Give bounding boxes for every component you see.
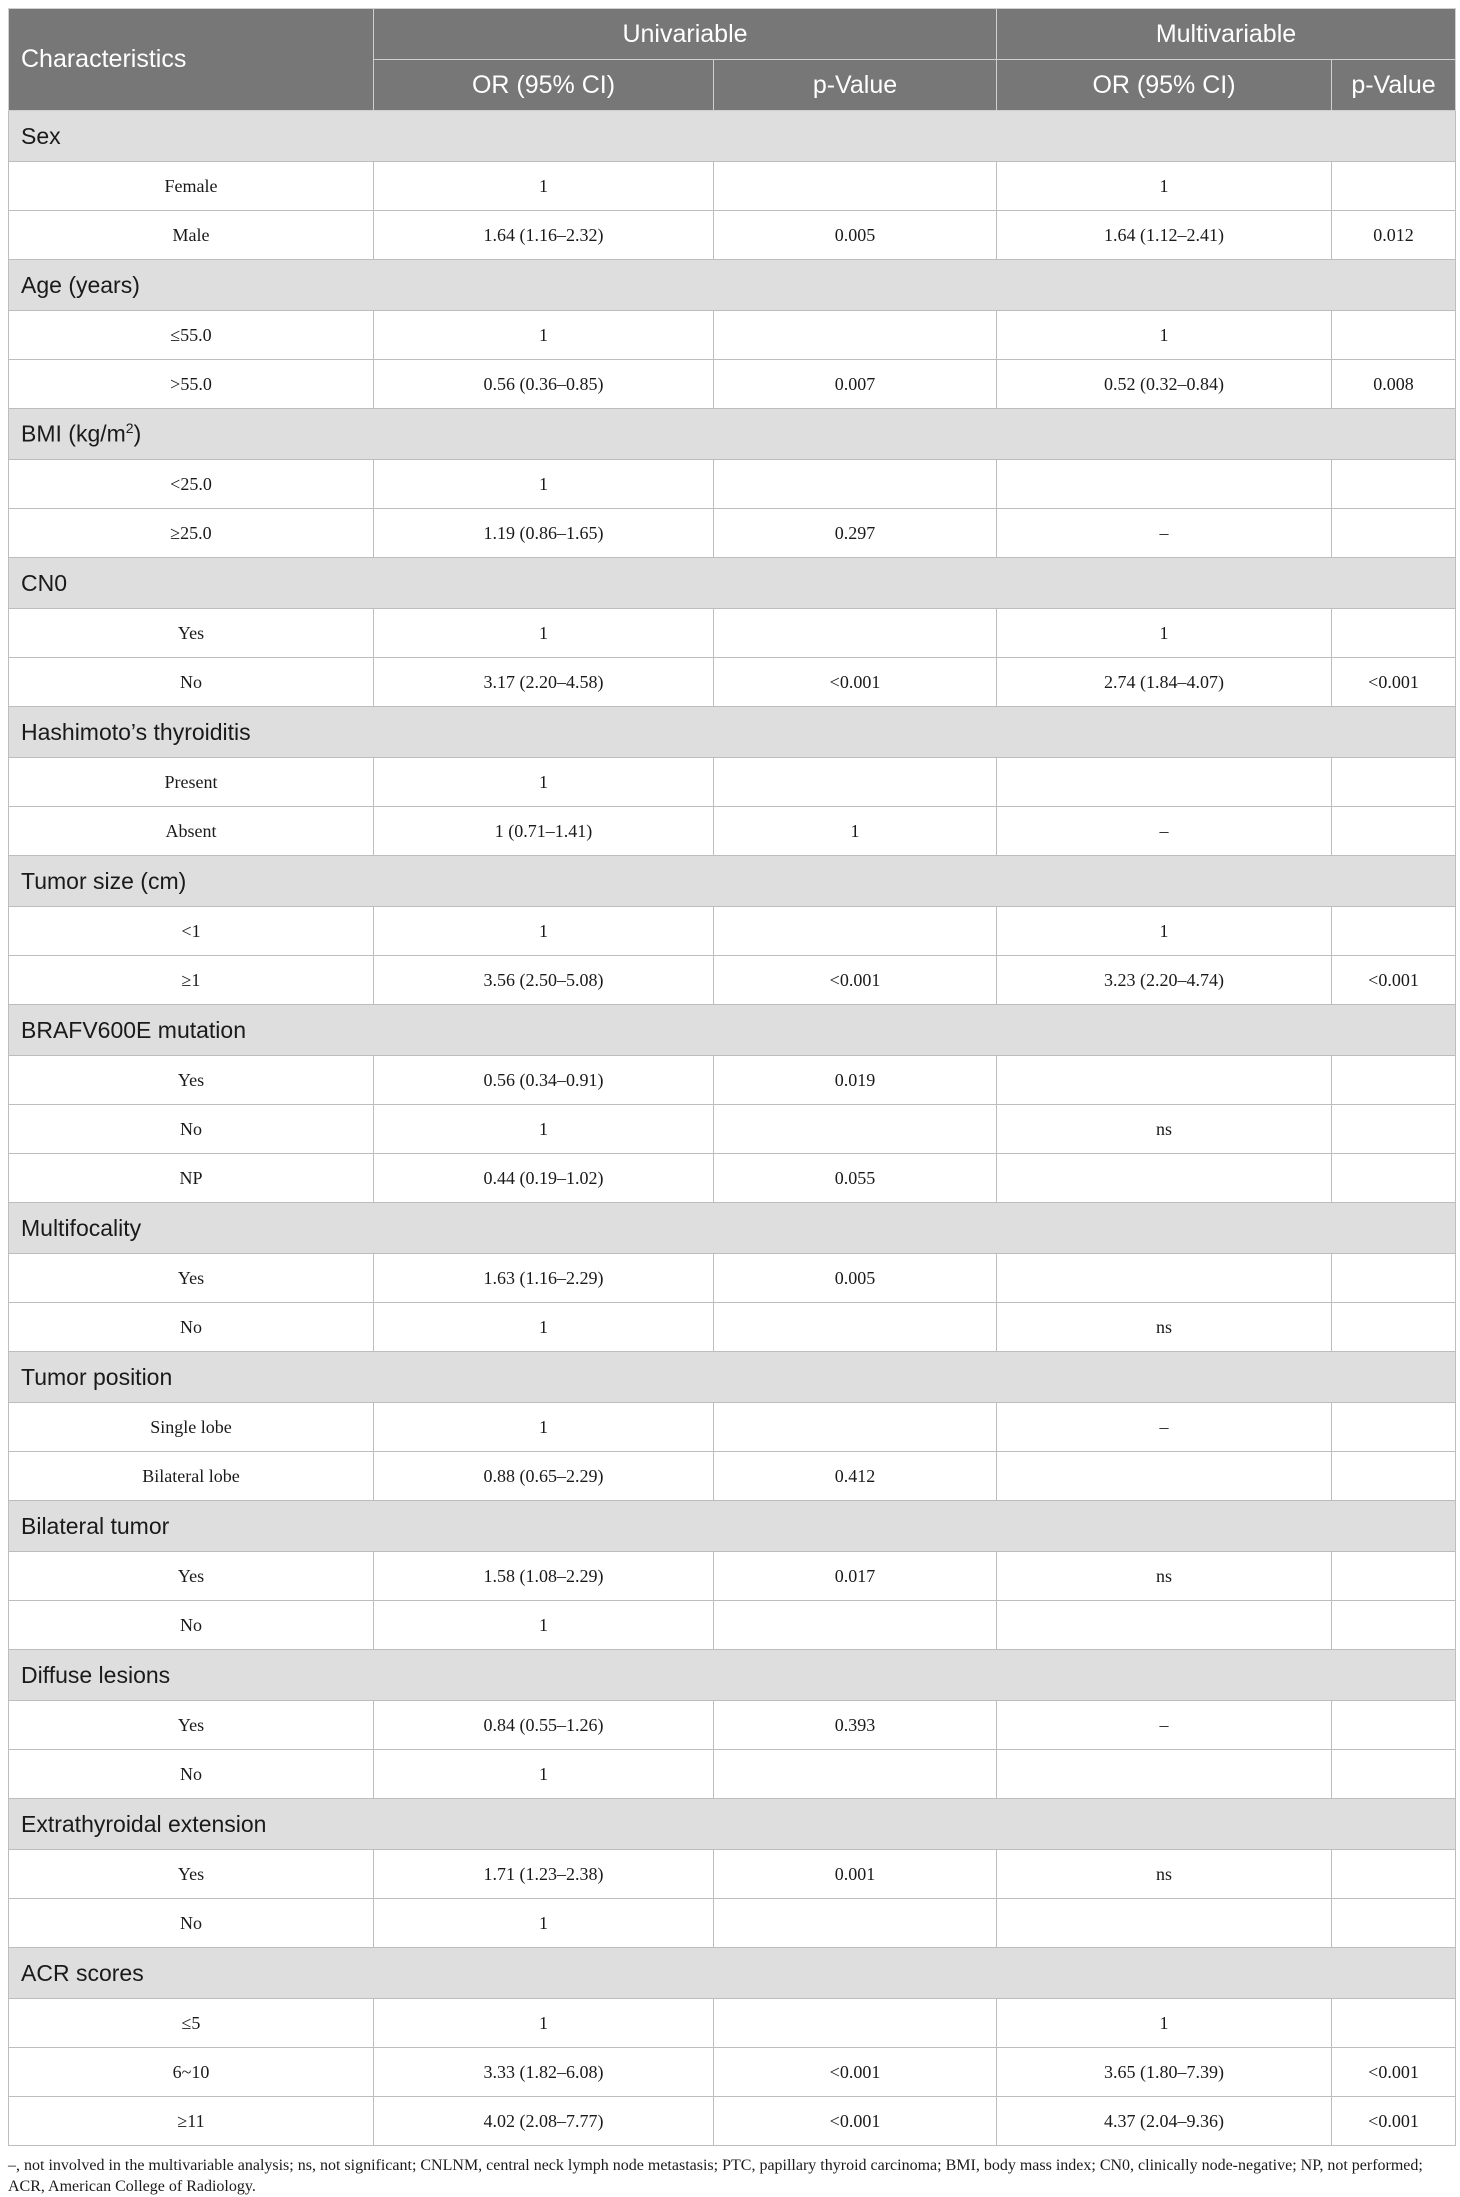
group-label-text: Extrathyroidal extension [21, 1810, 267, 1837]
multivariable-p-cell [1332, 609, 1456, 658]
row-label-cell: No [9, 1303, 374, 1352]
row-label-cell: Yes [9, 1701, 374, 1750]
group-label-text: Hashimoto’s thyroiditis [21, 718, 251, 745]
table-row [9, 1999, 1456, 2048]
univariable-or-cell: 1.63 (1.16–2.29) [374, 1254, 714, 1303]
univariable-or-cell: 1 [374, 907, 714, 956]
group-row [9, 1352, 1456, 1403]
row-label-cell: ≥11 [9, 2097, 374, 2146]
table-row [9, 162, 1456, 211]
table-row [9, 907, 1456, 956]
row-label-cell: <1 [9, 907, 374, 956]
univariable-or-cell: 0.84 (0.55–1.26) [374, 1701, 714, 1750]
header-uni-p: p-Value [714, 60, 997, 111]
multivariable-p-cell: <0.001 [1332, 2097, 1456, 2146]
univariable-or-cell: 1.58 (1.08–2.29) [374, 1552, 714, 1601]
univariable-or-cell: 0.44 (0.19–1.02) [374, 1154, 714, 1203]
group-row [9, 1799, 1456, 1850]
multivariable-or-cell [997, 460, 1332, 509]
group-row [9, 707, 1456, 758]
group-label-text: Bilateral tumor [21, 1512, 170, 1539]
multivariable-p-cell [1332, 1105, 1456, 1154]
univariable-or-cell: 3.33 (1.82–6.08) [374, 2048, 714, 2097]
group-label [9, 409, 1456, 460]
univariable-or-cell: 1 [374, 1601, 714, 1650]
regression-table [8, 8, 1456, 2146]
row-label-cell: No [9, 1601, 374, 1650]
multivariable-p-cell: <0.001 [1332, 2048, 1456, 2097]
row-label-cell: No [9, 1899, 374, 1948]
univariable-or-cell: 3.56 (2.50–5.08) [374, 956, 714, 1005]
group-label [9, 260, 1456, 311]
multivariable-p-cell [1332, 1254, 1456, 1303]
table-row [9, 609, 1456, 658]
univariable-p-cell [714, 1303, 997, 1352]
multivariable-p-cell [1332, 907, 1456, 956]
row-label-cell: Yes [9, 1056, 374, 1105]
group-label-text: BMI (kg/m [21, 420, 126, 447]
table-row [9, 460, 1456, 509]
univariable-p-cell [714, 162, 997, 211]
table-row [9, 807, 1456, 856]
multivariable-p-cell: 0.012 [1332, 211, 1456, 260]
univariable-p-cell: 1 [714, 807, 997, 856]
table-row [9, 1452, 1456, 1501]
multivariable-or-cell [997, 1254, 1332, 1303]
group-row [9, 409, 1456, 460]
univariable-p-cell: 0.005 [714, 211, 997, 260]
multivariable-or-cell: 4.37 (2.04–9.36) [997, 2097, 1332, 2146]
univariable-or-cell: 3.17 (2.20–4.58) [374, 658, 714, 707]
multivariable-p-cell [1332, 509, 1456, 558]
multivariable-p-cell [1332, 1452, 1456, 1501]
multivariable-p-cell [1332, 1701, 1456, 1750]
row-label-cell: Male [9, 211, 374, 260]
table-row [9, 311, 1456, 360]
univariable-p-cell: 0.017 [714, 1552, 997, 1601]
univariable-p-cell [714, 460, 997, 509]
multivariable-or-cell: 3.23 (2.20–4.74) [997, 956, 1332, 1005]
group-label [9, 111, 1456, 162]
univariable-or-cell: 1 [374, 1403, 714, 1452]
group-label-text: Sex [21, 122, 61, 149]
multivariable-or-cell: 1 [997, 609, 1332, 658]
group-label [9, 1203, 1456, 1254]
univariable-or-cell: 1 [374, 162, 714, 211]
univariable-or-cell: 0.56 (0.36–0.85) [374, 360, 714, 409]
univariable-p-cell [714, 311, 997, 360]
group-label [9, 558, 1456, 609]
univariable-p-cell: 0.297 [714, 509, 997, 558]
group-label [9, 1948, 1456, 1999]
row-label-cell: No [9, 1105, 374, 1154]
univariable-p-cell [714, 1899, 997, 1948]
univariable-or-cell: 0.88 (0.65–2.29) [374, 1452, 714, 1501]
univariable-or-cell: 1 [374, 1105, 714, 1154]
multivariable-p-cell [1332, 1999, 1456, 2048]
multivariable-or-cell: ns [997, 1552, 1332, 1601]
group-label [9, 856, 1456, 907]
table-row [9, 1850, 1456, 1899]
table-body [9, 111, 1456, 2146]
group-label [9, 1352, 1456, 1403]
multivariable-p-cell [1332, 1303, 1456, 1352]
results-table-container [8, 8, 1455, 2197]
univariable-p-cell: <0.001 [714, 658, 997, 707]
univariable-or-cell: 1 [374, 1899, 714, 1948]
header-multivariable: Multivariable [997, 9, 1456, 60]
multivariable-p-cell: <0.001 [1332, 658, 1456, 707]
univariable-p-cell: <0.001 [714, 956, 997, 1005]
multivariable-or-cell: 3.65 (1.80–7.39) [997, 2048, 1332, 2097]
table-row [9, 1403, 1456, 1452]
univariable-p-cell [714, 1999, 997, 2048]
group-label-text: CN0 [21, 569, 68, 596]
header-characteristics: Characteristics [9, 9, 374, 111]
multivariable-p-cell [1332, 162, 1456, 211]
table-row [9, 1303, 1456, 1352]
row-label-cell: 6~10 [9, 2048, 374, 2097]
table-row [9, 758, 1456, 807]
multivariable-p-cell [1332, 1899, 1456, 1948]
table-row [9, 956, 1456, 1005]
group-label-text: ACR scores [21, 1959, 144, 1986]
multivariable-or-cell [997, 758, 1332, 807]
univariable-p-cell: 0.007 [714, 360, 997, 409]
univariable-p-cell: 0.001 [714, 1850, 997, 1899]
univariable-p-cell: 0.005 [714, 1254, 997, 1303]
row-label-cell: >55.0 [9, 360, 374, 409]
group-label [9, 1501, 1456, 1552]
row-label-cell: Yes [9, 1254, 374, 1303]
row-label-cell: Single lobe [9, 1403, 374, 1452]
multivariable-or-cell: 1 [997, 907, 1332, 956]
row-label-cell: Yes [9, 609, 374, 658]
table-row [9, 658, 1456, 707]
univariable-p-cell [714, 1750, 997, 1799]
header-multi-or: OR (95% CI) [997, 60, 1332, 111]
table-row [9, 360, 1456, 409]
multivariable-or-cell: 1.64 (1.12–2.41) [997, 211, 1332, 260]
table-row [9, 211, 1456, 260]
row-label-cell: Yes [9, 1552, 374, 1601]
group-row [9, 1005, 1456, 1056]
table-row [9, 1701, 1456, 1750]
table-row [9, 509, 1456, 558]
multivariable-or-cell: ns [997, 1850, 1332, 1899]
group-row [9, 558, 1456, 609]
multivariable-p-cell [1332, 1601, 1456, 1650]
row-label-cell: NP [9, 1154, 374, 1203]
table-row [9, 2097, 1456, 2146]
univariable-or-cell: 1 (0.71–1.41) [374, 807, 714, 856]
group-row [9, 1650, 1456, 1701]
univariable-p-cell [714, 758, 997, 807]
multivariable-or-cell: – [997, 807, 1332, 856]
group-label-text: Age (years) [21, 271, 140, 298]
row-label-cell: <25.0 [9, 460, 374, 509]
multivariable-or-cell: 1 [997, 162, 1332, 211]
group-label [9, 1799, 1456, 1850]
row-label-cell: No [9, 1750, 374, 1799]
multivariable-or-cell: ns [997, 1303, 1332, 1352]
univariable-p-cell [714, 609, 997, 658]
multivariable-or-cell [997, 1056, 1332, 1105]
row-label-cell: ≤5 [9, 1999, 374, 2048]
multivariable-or-cell [997, 1601, 1332, 1650]
multivariable-p-cell [1332, 460, 1456, 509]
univariable-p-cell [714, 1601, 997, 1650]
group-label-end: ) [133, 420, 142, 447]
univariable-or-cell: 4.02 (2.08–7.77) [374, 2097, 714, 2146]
multivariable-p-cell [1332, 1154, 1456, 1203]
group-label-superscript: 2 [125, 420, 134, 437]
multivariable-p-cell [1332, 1850, 1456, 1899]
univariable-p-cell [714, 1105, 997, 1154]
univariable-or-cell: 1.71 (1.23–2.38) [374, 1850, 714, 1899]
table-row [9, 1899, 1456, 1948]
header-multi-p: p-Value [1332, 60, 1456, 111]
multivariable-or-cell: 2.74 (1.84–4.07) [997, 658, 1332, 707]
multivariable-p-cell [1332, 1056, 1456, 1105]
table-header [9, 9, 1456, 111]
table-row [9, 2048, 1456, 2097]
row-label-cell: ≤55.0 [9, 311, 374, 360]
univariable-or-cell: 0.56 (0.34–0.91) [374, 1056, 714, 1105]
table-row [9, 1750, 1456, 1799]
univariable-or-cell: 1 [374, 460, 714, 509]
univariable-p-cell: 0.055 [714, 1154, 997, 1203]
table-row [9, 1105, 1456, 1154]
univariable-p-cell [714, 1403, 997, 1452]
group-row [9, 856, 1456, 907]
group-label-text: BRAFV600E mutation [21, 1016, 247, 1043]
table-row [9, 1552, 1456, 1601]
multivariable-p-cell [1332, 758, 1456, 807]
multivariable-or-cell [997, 1899, 1332, 1948]
table-row [9, 1154, 1456, 1203]
group-label-text: Multifocality [21, 1214, 142, 1241]
univariable-or-cell: 1 [374, 1999, 714, 2048]
row-label-cell: Yes [9, 1850, 374, 1899]
multivariable-or-cell: – [997, 509, 1332, 558]
group-row [9, 111, 1456, 162]
multivariable-p-cell: 0.008 [1332, 360, 1456, 409]
univariable-p-cell [714, 907, 997, 956]
group-label-text: Tumor size (cm) [21, 867, 187, 894]
table-row [9, 1601, 1456, 1650]
row-label-cell: Present [9, 758, 374, 807]
multivariable-or-cell: ns [997, 1105, 1332, 1154]
group-row [9, 260, 1456, 311]
multivariable-p-cell [1332, 807, 1456, 856]
multivariable-p-cell: <0.001 [1332, 956, 1456, 1005]
multivariable-or-cell: – [997, 1701, 1332, 1750]
univariable-p-cell: 0.019 [714, 1056, 997, 1105]
univariable-or-cell: 1 [374, 758, 714, 807]
row-label-cell: ≥25.0 [9, 509, 374, 558]
univariable-or-cell: 1 [374, 311, 714, 360]
table-footnote: –, not involved in the multivariable analysis; ns, not significant; CNLNM, central neck lymph node metastasis; PTC, papillary thyroid carcinoma; BMI, body mass index; CN0, clinically node-negative; NP, not performed; ACR, American College of Radiology. [8, 2157, 1423, 2195]
multivariable-or-cell [997, 1452, 1332, 1501]
group-row [9, 1948, 1456, 1999]
multivariable-or-cell [997, 1750, 1332, 1799]
header-univariable: Univariable [374, 9, 997, 60]
group-label [9, 1005, 1456, 1056]
univariable-or-cell: 1 [374, 1303, 714, 1352]
row-label-cell: Female [9, 162, 374, 211]
group-label-text: Tumor position [21, 1363, 173, 1390]
group-label [9, 707, 1456, 758]
group-row [9, 1203, 1456, 1254]
multivariable-p-cell [1332, 1552, 1456, 1601]
multivariable-or-cell: – [997, 1403, 1332, 1452]
univariable-p-cell: 0.412 [714, 1452, 997, 1501]
multivariable-or-cell [997, 1154, 1332, 1203]
row-label-cell: ≥1 [9, 956, 374, 1005]
univariable-p-cell: <0.001 [714, 2097, 997, 2146]
table-row [9, 1056, 1456, 1105]
header-uni-or: OR (95% CI) [374, 60, 714, 111]
multivariable-p-cell [1332, 1403, 1456, 1452]
row-label-cell: No [9, 658, 374, 707]
multivariable-p-cell [1332, 1750, 1456, 1799]
multivariable-or-cell: 1 [997, 1999, 1332, 2048]
univariable-or-cell: 1.19 (0.86–1.65) [374, 509, 714, 558]
univariable-p-cell: 0.393 [714, 1701, 997, 1750]
univariable-or-cell: 1 [374, 1750, 714, 1799]
group-label [9, 1650, 1456, 1701]
multivariable-or-cell: 1 [997, 311, 1332, 360]
multivariable-p-cell [1332, 311, 1456, 360]
univariable-or-cell: 1.64 (1.16–2.32) [374, 211, 714, 260]
group-label-text: Diffuse lesions [21, 1661, 171, 1688]
univariable-or-cell: 1 [374, 609, 714, 658]
univariable-p-cell: <0.001 [714, 2048, 997, 2097]
table-row [9, 1254, 1456, 1303]
row-label-cell: Absent [9, 807, 374, 856]
multivariable-or-cell: 0.52 (0.32–0.84) [997, 360, 1332, 409]
row-label-cell: Bilateral lobe [9, 1452, 374, 1501]
group-row [9, 1501, 1456, 1552]
